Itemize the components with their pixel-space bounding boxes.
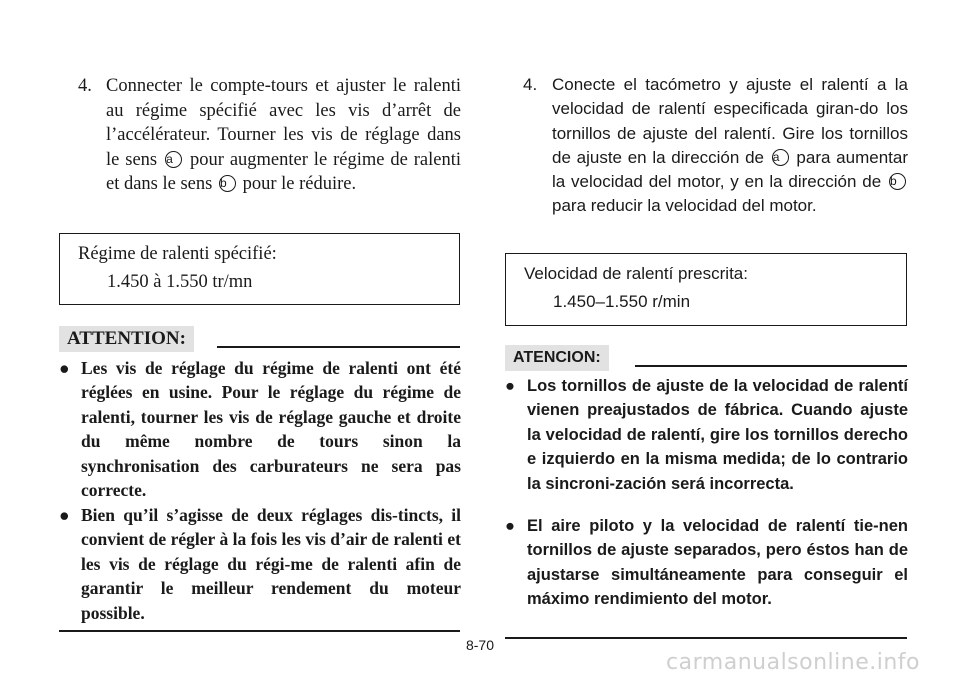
direction-a-marker: a	[772, 149, 789, 166]
attention-header-fr	[59, 326, 460, 354]
spec-box-es	[505, 253, 907, 326]
attention-label: ATENCION:	[505, 345, 609, 371]
section-end-rule-fr	[59, 630, 460, 632]
spec-value: 1.450–1.550 r/min	[553, 292, 691, 311]
watermark: carmanualsonline.info	[666, 650, 920, 675]
caution-item-fr-2	[59, 503, 461, 625]
bullet-icon: ●	[59, 505, 70, 525]
caution-text: Los tornillos de ajuste de la velocidad de ralentí vienen preajustados de fábrica. Cuando ajuste la velocidad de ralentí, gire los tornillos derecho e izquierdo en la misma medida; de lo contrario la sincroni-zación será incorrecta.	[527, 377, 908, 493]
caution-item-es-2	[505, 514, 908, 612]
spec-box-fr	[59, 233, 460, 305]
step-number: 4.	[523, 75, 538, 94]
bullet-icon: ●	[505, 517, 515, 535]
attention-rule	[217, 346, 460, 348]
step-4-es	[523, 73, 908, 219]
direction-a-marker: a	[165, 151, 182, 168]
caution-text: El aire piloto y la velocidad de ralentí tie-nen tornillos de ajuste separados, pero éstos han de ajustarse simultáneamente para conseguir el máximo rendimiento del motor.	[527, 517, 908, 609]
step-4-fr	[78, 74, 461, 197]
step-text: Connecter le compte-tours et ajuster le ralenti au régime spécifié avec les vis d’arrêt de l’accélérateur. Tourner les vis de réglage dans le sens a pour augmenter le régime de ralenti et dans le sens b pour le réduire.	[106, 76, 461, 195]
caution-text: Les vis de réglage du régime de ralenti ont été réglées en usine. Pour le réglage du régime de ralenti, tourner les vis de réglage gauche et droite du même nombre de tours sinon la synchronisation des carburateurs ne sera pas correcte.	[81, 358, 461, 501]
caution-item-es-1	[505, 374, 908, 496]
spec-label: Régime de ralenti spécifié:	[78, 244, 277, 264]
attention-header-es	[505, 345, 907, 373]
direction-b-marker: b	[889, 173, 906, 190]
caution-text: Bien qu’il s’agisse de deux réglages dis-tincts, il convient de régler à la fois les vis d’air de ralenti et les vis de réglage du régi-me de ralenti afin de garantir le meilleur rendement du moteur possible.	[81, 505, 461, 623]
page-number: 8-70	[465, 637, 495, 653]
caution-item-fr-1	[59, 356, 461, 502]
spec-value: 1.450 à 1.550 tr/mn	[107, 272, 253, 292]
attention-rule	[635, 365, 907, 367]
spec-label: Velocidad de ralentí prescrita:	[524, 264, 748, 283]
step-text: Conecte el tacómetro y ajuste el ralentí a la velocidad de ralentí especificada giran-do los tornillos de ajuste del ralentí. Gire los tornillos de ajuste en la dirección de a para aumentar la velocidad del motor, y en la dirección de b para reducir la velocidad del motor.	[552, 75, 908, 216]
direction-b-marker: b	[219, 175, 236, 192]
step-number: 4.	[78, 76, 92, 96]
bullet-icon: ●	[59, 358, 70, 378]
attention-label: ATTENTION:	[59, 326, 194, 352]
bullet-icon: ●	[505, 377, 515, 395]
